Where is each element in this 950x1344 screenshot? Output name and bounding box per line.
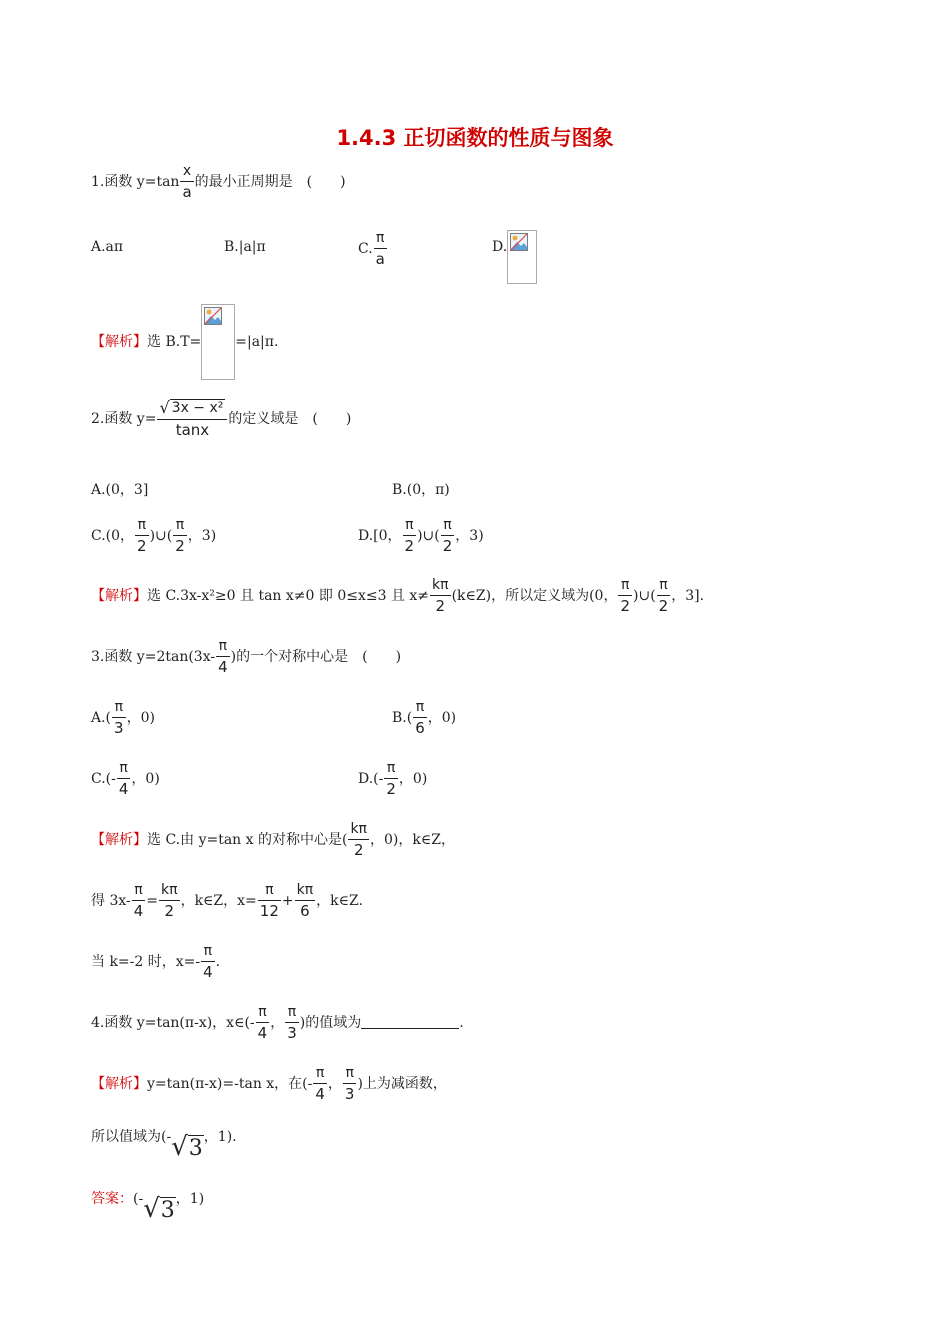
page-title: 1.4.3 正切函数的性质与图象 — [336, 126, 614, 150]
q2-stem-pre: 2.函数 y= — [91, 411, 157, 427]
sqrt: √3 — [143, 1194, 175, 1224]
fraction: $\frac{\pi}{2}$ — [620, 577, 630, 615]
answer-blank[interactable] — [361, 1012, 459, 1029]
q2-option-d: D.[0， $\frac{\pi}{2}$ )∪( $\frac{\pi}{2}$ ，3) — [358, 517, 484, 555]
q1-answer: 【解析】选 B.T= =|a|π. — [91, 304, 278, 380]
analysis-tag: 【解析】 — [91, 588, 147, 604]
q4-answer-line-1: 【解析】y=tan(π-x)=-tan x，在(- $\frac{\pi}{4}$ ， $\frac{\pi}{3}$ )上为减函数， — [91, 1065, 447, 1103]
question-1 — [91, 164, 346, 200]
fraction: $\frac{\pi}{2}$ — [137, 517, 147, 555]
fraction: $\frac{k\pi}{6}$ — [296, 882, 314, 920]
fraction: $\frac{\pi}{2}$ — [386, 760, 396, 798]
image-icon — [510, 233, 528, 251]
sqrt: √ 3x − x² — [159, 398, 224, 417]
fraction: $\frac{\pi}{4}$ — [203, 943, 213, 981]
q3-answer-line-2: 得 3x- $\frac{\pi}{4}$ = $\frac{k\pi}{2}$ ，k∈Z，x= $\frac{\pi}{12}$ + $\frac{k\pi}{6}$ ，k∈Z. — [91, 882, 363, 920]
image-icon — [204, 307, 222, 325]
broken-image-placeholder — [507, 230, 537, 284]
fraction: $\frac{\text{√ 3x − x²}}{\tan x}$ — [157, 400, 227, 438]
sqrt: √3 — [171, 1132, 203, 1162]
q1-option-d: D. — [492, 230, 537, 284]
fraction: $\frac{\pi}{6}$ — [415, 699, 425, 737]
q1-option-c: C. $\frac{\pi}{a}$ — [358, 230, 385, 268]
fraction: $\frac{\pi}{2}$ — [404, 517, 415, 555]
q2-stem-post: 的定义域是 ( ) — [228, 411, 352, 427]
q3-option-d: D.(- $\frac{\pi}{2}$ ，0) — [358, 760, 428, 798]
fraction: $\frac{x}{a}$ — [182, 163, 192, 201]
answer-label: 答案： — [91, 1191, 133, 1207]
fraction: $\frac{\pi}{3}$ — [287, 1004, 297, 1042]
fraction: $\frac{\pi}{2}$ — [442, 517, 453, 555]
fraction: $\frac{\pi}{12}$ — [259, 882, 279, 920]
q2-answer: 【解析】选 C.3x-x²≥0 且 tan x≠0 即 0≤x≤3 且 x≠ $\frac{k\pi}{2}$ (k∈Z)，所以定义域为(0， $\frac{\pi}{2}$ )∪( $\frac{\pi}{2}$ ，3]. — [91, 577, 705, 615]
q3-answer-line-3: 当 k=-2 时，x=- $\frac{\pi}{4}$ . — [91, 943, 221, 981]
analysis-tag: 【解析】 — [91, 334, 147, 350]
q4-answer-line-2: 所以值域为(-√3，1). — [91, 1129, 237, 1162]
analysis-tag: 【解析】 — [91, 832, 147, 848]
q2-option-a: A.(0，3] — [91, 482, 149, 498]
q3-answer-line-1: 【解析】选 C.由 y=tan x 的对称中心是( $\frac{k\pi}{2}$ ，0)，k∈Z， — [91, 821, 455, 859]
fraction: $\frac{k\pi}{2}$ — [350, 821, 367, 859]
q3-option-b: B.( $\frac{\pi}{6}$ ，0) — [392, 699, 457, 737]
fraction: $\frac{\pi}{4}$ — [315, 1065, 325, 1103]
fraction: $\frac{\pi}{3}$ — [344, 1065, 355, 1103]
q1-option-a: A.aπ — [91, 239, 124, 255]
analysis-tag: 【解析】 — [91, 1076, 147, 1092]
fraction: $\frac{\pi}{4}$ — [218, 638, 228, 676]
q1-stem-pre: 1.函数 y=tan — [91, 174, 180, 190]
fraction: $\frac{k\pi}{2}$ — [432, 577, 449, 615]
broken-image-placeholder — [201, 304, 235, 380]
question-4: 4.函数 y=tan(π-x)，x∈(- $\frac{\pi}{4}$ ， $\frac{\pi}{3}$ )的值域为 . — [91, 1004, 464, 1042]
fraction: $\frac{\pi}{4}$ — [118, 760, 129, 798]
fraction: $\frac{\pi}{4}$ — [133, 882, 144, 920]
fraction: $\frac{\pi}{2}$ — [658, 577, 669, 615]
question-2 — [91, 400, 351, 438]
fraction: $\frac{\pi}{4}$ — [257, 1004, 268, 1042]
q3-option-c: C.(- $\frac{\pi}{4}$ ，0) — [91, 760, 160, 798]
q3-option-a: A.( $\frac{\pi}{3}$ ，0) — [91, 699, 155, 737]
q2-option-c: C.(0， $\frac{\pi}{2}$ )∪( $\frac{\pi}{2}$ ，3) — [91, 517, 217, 555]
question-3: 3.函数 y=2tan(3x- $\frac{\pi}{4}$ )的一个对称中心是 ( ) — [91, 638, 402, 676]
fraction: $\frac{k\pi}{2}$ — [161, 882, 178, 920]
fraction: $\frac{\pi}{3}$ — [114, 699, 124, 737]
q2-option-b: B.(0，π) — [392, 482, 450, 498]
q1-stem-post: 的最小正周期是 ( ) — [194, 174, 346, 190]
fraction: $\frac{\pi}{2}$ — [175, 517, 185, 555]
fraction: $\frac{\pi}{a}$ — [375, 230, 385, 268]
q1-option-b: B.|a|π — [224, 239, 266, 255]
final-answer: 答案：(-√3，1) — [91, 1191, 205, 1224]
